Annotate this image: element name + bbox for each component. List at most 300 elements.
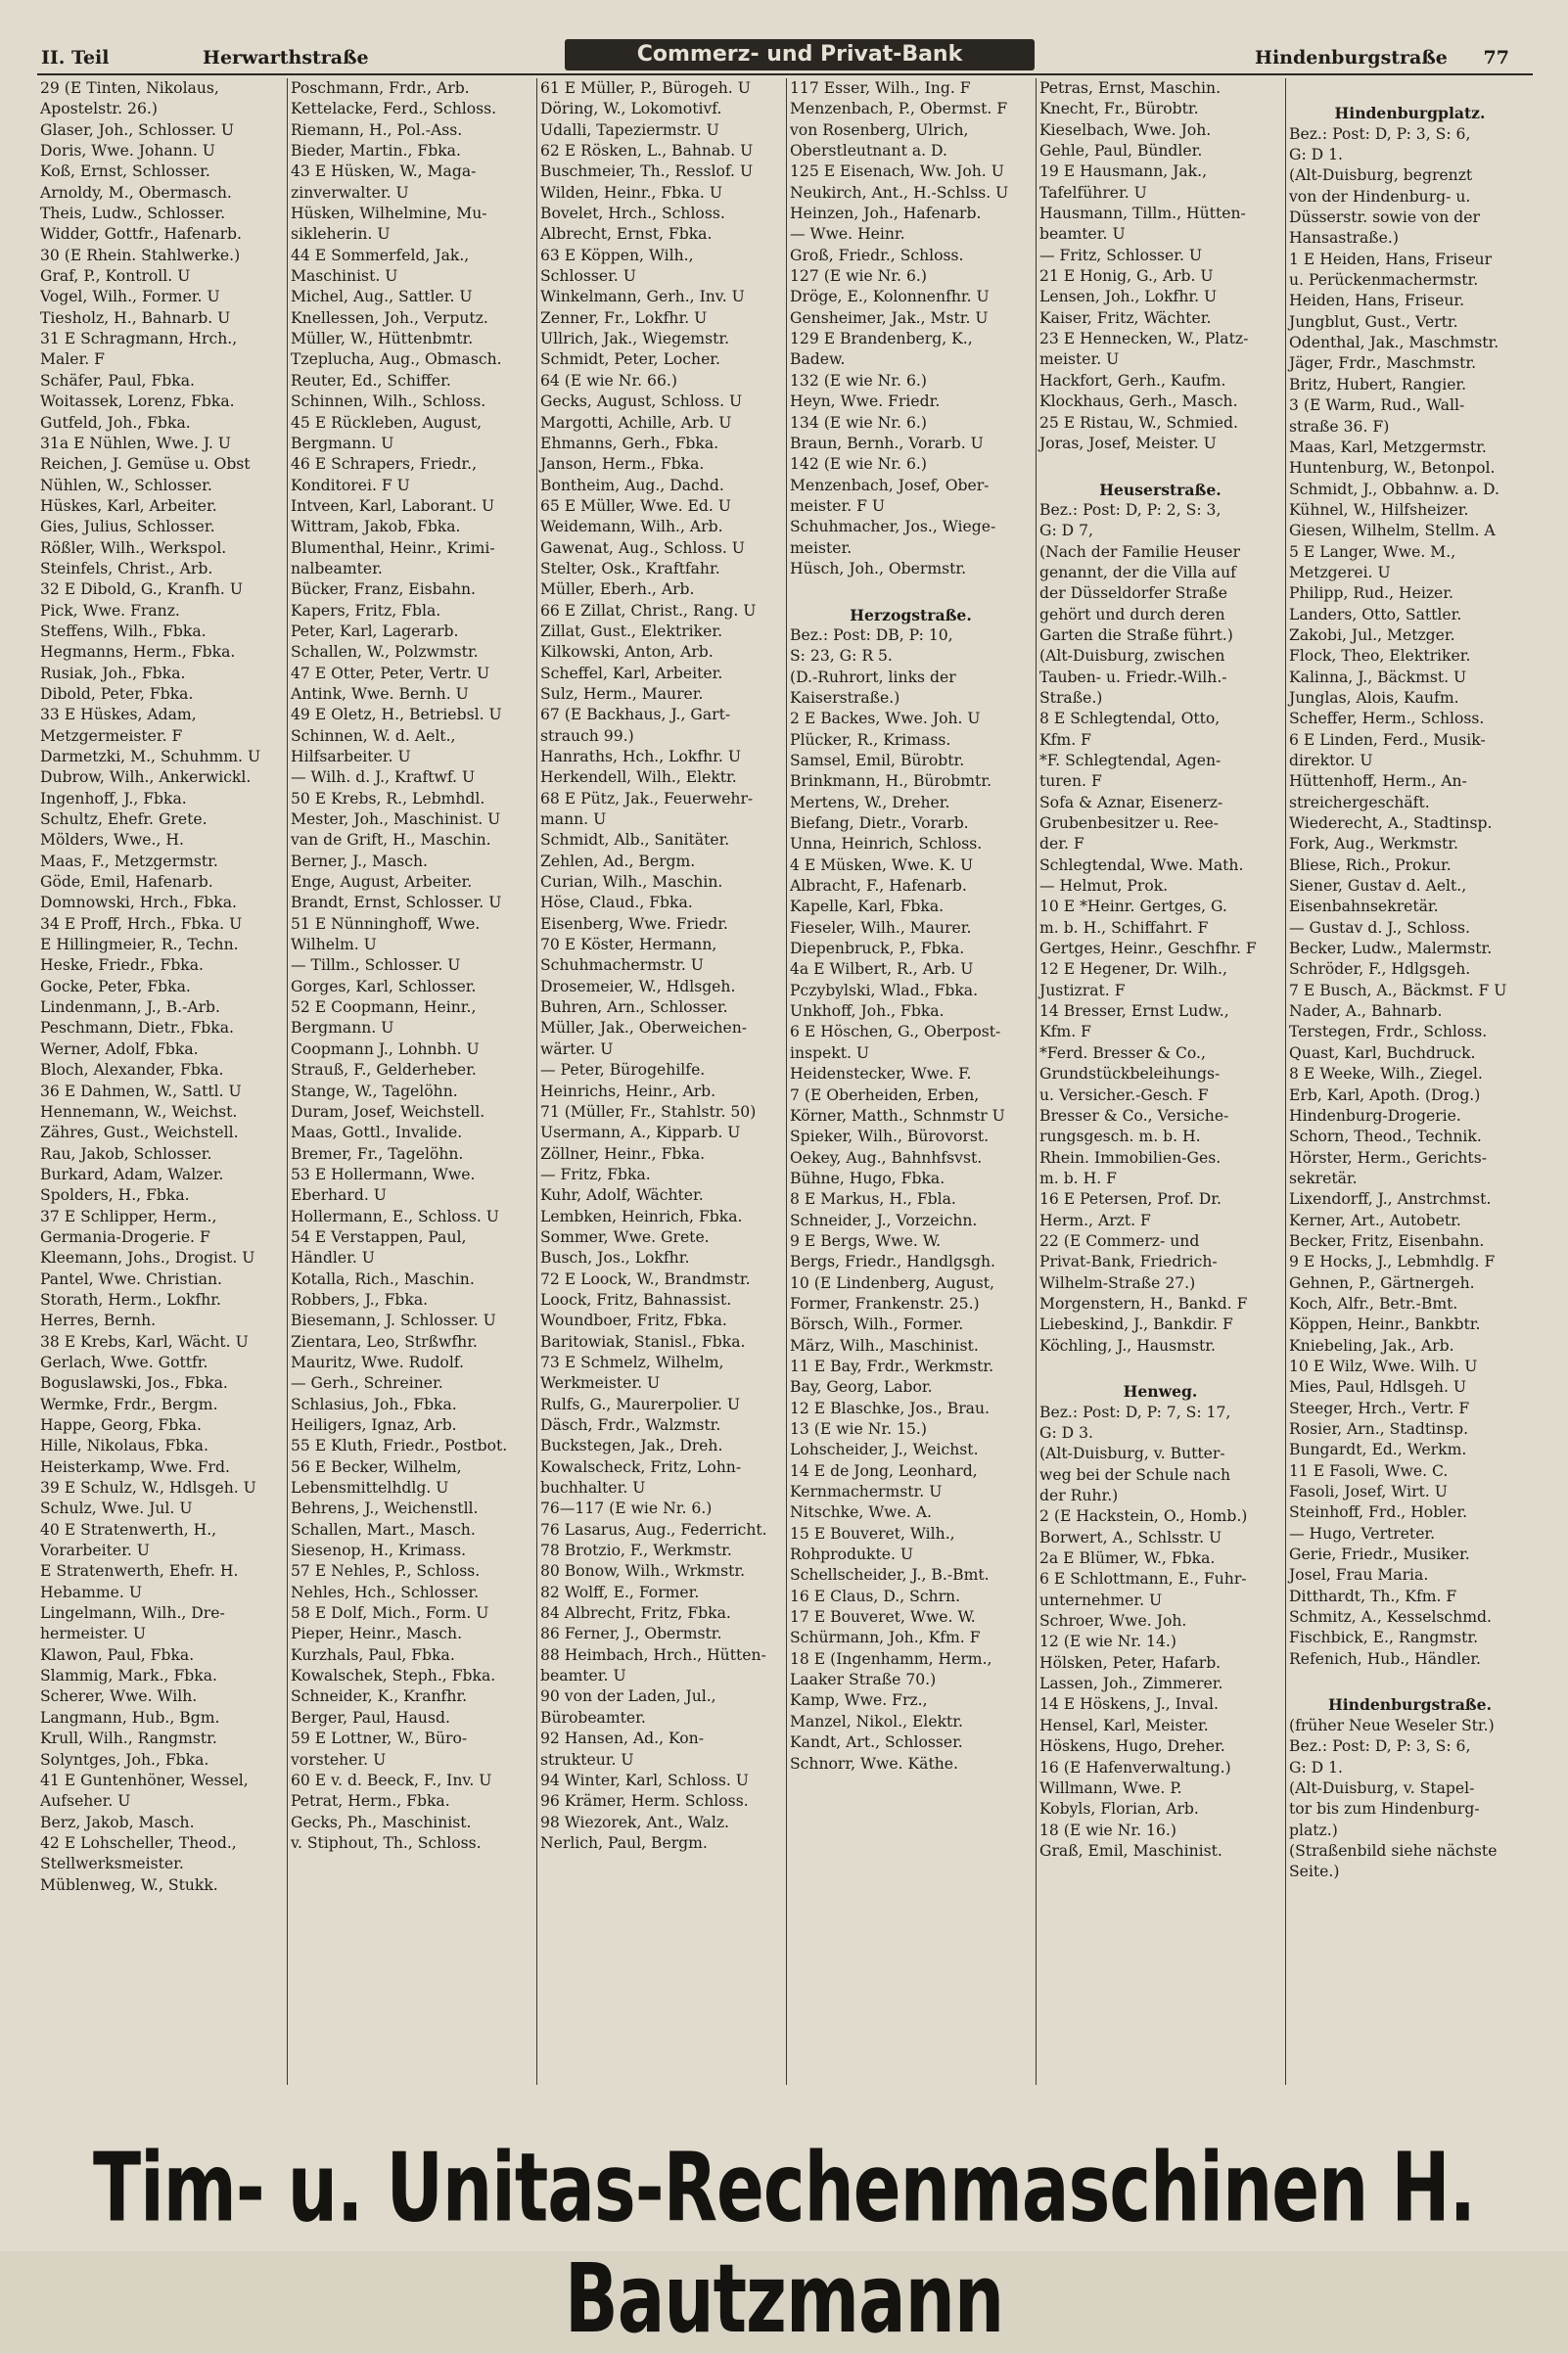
directory-line: 7 (E Oberheiden, Erben, (790, 1085, 980, 1104)
footer-advertisement: Tim- u. Unitas-Rechenmaschinen H. Bautzmann (93, 2132, 1475, 2354)
directory-line: Berner, J., Masch. (291, 852, 428, 870)
directory-line: Kaiser, Fritz, Wächter. (1039, 308, 1212, 327)
directory-line: 90 von der Laden, Jul., (540, 1687, 716, 1706)
directory-line: Landers, Otto, Sattler. (1289, 605, 1462, 623)
directory-line: Graf, P., Kontroll. U (40, 267, 191, 286)
directory-line: Dibold, Peter, Fbka. (40, 684, 194, 703)
directory-line: 55 E Kluth, Friedr., Postbot. (291, 1437, 508, 1455)
directory-line: Rusiak, Joh., Fbka. (40, 664, 186, 682)
directory-line: Müller, Jak., Oberweichen- (540, 1019, 748, 1038)
directory-line: Usermann, A., Kipparb. U (540, 1124, 741, 1142)
directory-line: Jäger, Frdr., Maschmstr. (1289, 354, 1477, 373)
directory-line: 59 E Lottner, W., Büro- (291, 1730, 468, 1748)
directory-line: Bontheim, Aug., Dachd. (540, 476, 724, 494)
directory-line: platz.) (1289, 1821, 1338, 1839)
directory-line: Rosier, Arn., Stadtinsp. (1289, 1420, 1469, 1438)
directory-line: Fieseler, Wilh., Maurer. (790, 918, 972, 937)
directory-line: gehört und durch deren (1039, 605, 1225, 623)
directory-line: 64 (E wie Nr. 66.) (540, 371, 677, 390)
directory-line: Gecks, Ph., Maschinist. (291, 1813, 472, 1831)
directory-line: Zientara, Leo, Strßwfhr. (291, 1332, 478, 1351)
directory-line: Hollermann, E., Schloss. U (291, 1207, 499, 1225)
directory-line: Koß, Ernst, Schlosser. (40, 162, 210, 181)
directory-line: 8 E Markus, H., Fbla. (790, 1190, 956, 1209)
directory-line: 60 E v. d. Beeck, F., Inv. U (291, 1771, 492, 1789)
part-label: II. Teil (41, 47, 110, 69)
directory-line: Hille, Nikolaus, Fbka. (40, 1437, 208, 1455)
directory-line: Becker, Fritz, Eisenbahn. (1289, 1231, 1485, 1250)
directory-line: Michel, Aug., Sattler. U (291, 288, 473, 306)
directory-line: Diepenbruck, P., Fbka. (790, 940, 965, 958)
directory-line: Willmann, Wwe. P. (1039, 1778, 1182, 1797)
directory-line: Laaker Straße 70.) (790, 1671, 937, 1689)
directory-line: Mauritz, Wwe. Rudolf. (291, 1353, 464, 1371)
directory-columns (37, 78, 1533, 2085)
directory-line: Hennemann, W., Weichst. (40, 1102, 238, 1121)
directory-line: 142 (E wie Nr. 6.) (790, 455, 927, 474)
directory-line (1037, 1357, 1281, 1377)
directory-line: Margotti, Achille, Arb. U (540, 413, 732, 432)
directory-line: Hörster, Herm., Gerichts- (1289, 1148, 1487, 1167)
directory-line: Liebeskind, J., Bankdir. F (1039, 1315, 1233, 1334)
directory-line: Britz, Hubert, Rangier. (1289, 375, 1467, 393)
directory-line: Buhren, Arn., Schlosser. (540, 998, 728, 1017)
directory-line: — Tillm., Schlosser. U (291, 956, 461, 975)
directory-line: Pczybylski, Wlad., Fbka. (790, 981, 979, 999)
directory-line: Klockhaus, Gerh., Masch. (1039, 392, 1238, 411)
directory-line: Lassen, Joh., Zimmerer. (1039, 1675, 1223, 1693)
directory-line: Schellscheider, J., B.-Bmt. (790, 1566, 990, 1585)
directory-line: 16 E Petersen, Prof. Dr. (1039, 1190, 1222, 1209)
directory-line: 49 E Oletz, H., Betriebsl. U (291, 706, 502, 724)
directory-line: Hensel, Karl, Meister. (1039, 1716, 1209, 1734)
directory-line: 125 E Eisenach, Ww. Joh. U (790, 162, 1004, 181)
directory-line: 14 Bresser, Ernst Ludw., (1039, 1002, 1229, 1021)
directory-line: Heiden, Hans, Friseur. (1289, 292, 1465, 310)
directory-line: Heske, Friedr., Fbka. (40, 956, 205, 975)
directory-line: Reichen, J. Gemüse u. Obst (40, 455, 251, 474)
directory-line: Lindenmann, J., B.-Arb. (40, 998, 220, 1017)
directory-line: Pantel, Wwe. Christian. (40, 1269, 223, 1288)
directory-line: Graß, Emil, Maschinist. (1039, 1841, 1222, 1860)
directory-line: Herres, Bernh. (40, 1312, 157, 1330)
directory-line: Odenthal, Jak., Maschmstr. (1289, 334, 1499, 352)
directory-line: Solyntges, Joh., Fbka. (40, 1750, 209, 1769)
directory-line: Zähres, Gust., Weichstell. (40, 1124, 239, 1142)
directory-line: 46 E Schrapers, Friedr., (291, 455, 478, 474)
directory-line: Dröge, E., Kolonnenfhr. U (790, 288, 990, 306)
directory-line: Giesen, Wilhelm, Stellm. A (1289, 522, 1496, 540)
directory-line: Samsel, Emil, Bürobtr. (790, 752, 965, 769)
directory-line: Bungardt, Ed., Werkm. (1289, 1441, 1467, 1459)
directory-line: Ehmanns, Gerh., Fbka. (540, 434, 719, 452)
directory-line: Storath, Herm., Lokfhr. (40, 1290, 221, 1309)
directory-line: Bergs, Friedr., Handlgsgh. (790, 1253, 995, 1271)
directory-line: Jungblut, Gust., Vertr. (1289, 312, 1458, 331)
directory-line: Schallen, W., Polzwmstr. (291, 643, 479, 662)
directory-line: Lingelmann, Wilh., Dre- (40, 1604, 225, 1623)
directory-line: 34 E Proff, Hrch., Fbka. U (40, 914, 243, 933)
directory-line: Apostelstr. 26.) (40, 100, 158, 118)
directory-line: (D.-Ruhrort, links der (790, 668, 956, 686)
directory-line: (Alt-Duisburg, zwischen (1039, 647, 1225, 666)
directory-line: Kaiserstraße.) (790, 688, 900, 707)
directory-line: Steinhoff, Frd., Hobler. (1289, 1503, 1468, 1522)
directory-line: Berz, Jakob, Masch. (40, 1813, 195, 1831)
directory-line: 16 (E Hafenverwaltung.) (1039, 1758, 1231, 1777)
directory-line: 61 E Müller, P., Bürogeh. U (540, 79, 751, 97)
directory-line: inspekt. U (790, 1043, 870, 1062)
directory-line: — Wilh. d. J., Kraftwf. U (291, 768, 476, 787)
directory-line: Tafelführer. U (1039, 183, 1147, 202)
directory-line: Eberhard. U (291, 1186, 387, 1205)
column-4 (786, 78, 1032, 2085)
directory-line: nalbeamter. (291, 559, 383, 577)
directory-line: beamter. U (540, 1667, 626, 1685)
directory-line: 2a E Blümer, W., Fbka. (1039, 1549, 1216, 1568)
directory-line: Bücker, Franz, Eisbahn. (291, 580, 477, 599)
directory-line: 14 E Höskens, J., Inval. (1039, 1695, 1219, 1714)
directory-line: Germania-Drogerie. F (40, 1227, 210, 1246)
directory-line: G: D 3. (1039, 1424, 1094, 1442)
directory-line: Gies, Julius, Schlosser. (40, 518, 215, 536)
directory-line: Kühnel, W., Hilfsheizer. (1289, 500, 1469, 519)
directory-line: Werkmeister. U (540, 1374, 661, 1393)
directory-line: Hebamme. U (40, 1583, 142, 1601)
directory-line: Knecht, Fr., Bürobtr. (1039, 100, 1199, 118)
directory-line: Hüttenhoff, Herm., An- (1289, 772, 1467, 791)
directory-line: Siener, Gustav d. Aelt., (1289, 877, 1467, 896)
directory-line: sekretär. (1289, 1169, 1358, 1187)
directory-line: 94 Winter, Karl, Schloss. U (540, 1771, 749, 1789)
directory-line: Albracht, F., Hafenarb. (790, 877, 967, 896)
directory-line: Krull, Wilh., Rangmstr. (40, 1730, 217, 1748)
directory-line: zinverwalter. U (291, 183, 409, 202)
directory-line: 76 Lasarus, Aug., Federricht. (540, 1520, 767, 1539)
directory-line: Höskens, Hugo, Dreher. (1039, 1737, 1225, 1756)
directory-line: Kerner, Art., Autobetr. (1289, 1211, 1461, 1229)
directory-line: Gawenat, Aug., Schloss. U (540, 538, 745, 557)
directory-line: Riemann, H., Pol.-Ass. (291, 120, 463, 139)
directory-line: Borwert, A., Schlsstr. U (1039, 1528, 1222, 1546)
directory-line: Tauben- u. Friedr.-Wilh.- (1039, 668, 1227, 686)
directory-line: Wermke, Frdr., Bergm. (40, 1395, 218, 1413)
directory-line: unternehmer. U (1039, 1591, 1163, 1609)
directory-line: Rohprodukte. U (790, 1546, 914, 1564)
directory-line: 23 E Hennecken, W., Platz- (1039, 330, 1249, 348)
directory-line: Hausmann, Tillm., Hütten- (1039, 205, 1246, 223)
directory-line: 39 E Schulz, W., Hdlsgeh. U (40, 1479, 256, 1498)
directory-line: 58 E Dolf, Mich., Form. U (291, 1604, 489, 1623)
directory-line: Burkard, Adam, Walzer. (40, 1165, 224, 1183)
directory-line: Bez.: Post: D, P: 2, S: 3, (1039, 500, 1222, 519)
directory-line: Kalinna, J., Bäckmst. U (1289, 668, 1467, 686)
directory-line: Lebensmittelhdlg. U (291, 1479, 449, 1498)
directory-line: 68 E Pütz, Jak., Feuerwehr- (540, 789, 754, 808)
directory-line: 12 (E wie Nr. 14.) (1039, 1633, 1176, 1651)
directory-line: m. b. H. F (1039, 1169, 1117, 1187)
directory-line: Schneider, K., Kranfhr. (291, 1687, 468, 1706)
directory-line: Scherer, Wwe. Wilh. (40, 1687, 198, 1706)
directory-line: Zöllner, Heinr., Fbka. (540, 1144, 706, 1163)
directory-line: 129 E Brandenberg, K., (790, 330, 973, 348)
directory-line: Enge, August, Arbeiter. (291, 873, 473, 892)
directory-line: Schallen, Mart., Masch. (291, 1520, 476, 1539)
directory-line: Gehle, Paul, Bündler. (1039, 142, 1203, 161)
directory-line: direktor. U (1289, 752, 1373, 769)
directory-line: Privat-Bank, Friedrich- (1039, 1253, 1218, 1271)
directory-line: 30 (E Rhein. Stahlwerke.) (40, 246, 241, 264)
directory-line: 88 Heimbach, Hrch., Hütten- (540, 1645, 766, 1664)
directory-line: der. F (1039, 835, 1084, 854)
directory-line: Kobyls, Florian, Arb. (1039, 1800, 1199, 1819)
directory-line: Janson, Herm., Fbka. (540, 455, 705, 474)
directory-line: Kleemann, Johs., Drogist. U (40, 1249, 255, 1268)
directory-line: strauch 99.) (540, 726, 634, 745)
directory-line: Gerie, Friedr., Musiker. (1289, 1546, 1470, 1564)
directory-line: Loock, Fritz, Bahnassist. (540, 1290, 732, 1309)
directory-line: Langmann, Hub., Bgm. (40, 1708, 220, 1727)
directory-line: Konditorei. F U (291, 476, 410, 494)
directory-line: Berger, Paul, Hausd. (291, 1708, 450, 1727)
directory-line: Gutfeld, Joh., Fbka. (40, 413, 191, 432)
directory-line: Herzogstraße. (850, 605, 972, 624)
directory-line: u. Perückenmachermstr. (1289, 271, 1479, 290)
directory-line: Bez.: Post: DB, P: 10, (790, 625, 953, 644)
directory-line: Kamp, Wwe. Frz., (790, 1691, 928, 1710)
directory-line: u. Versicher.-Gesch. F (1039, 1085, 1209, 1104)
directory-line: Herm., Arzt. F (1039, 1211, 1151, 1229)
directory-line: 43 E Hüsken, W., Maga- (291, 162, 477, 181)
directory-line: Junglas, Alois, Kaufm. (1289, 688, 1459, 707)
directory-line: Heidenstecker, Wwe. F. (790, 1065, 972, 1084)
directory-line: Lensen, Joh., Lokfhr. U (1039, 288, 1218, 306)
directory-line: Kernmachermstr. U (790, 1483, 943, 1501)
directory-line: weg bei der Schule nach (1039, 1465, 1231, 1484)
directory-line: 63 E Köppen, Wilh., (540, 246, 694, 264)
directory-line: Braun, Bernh., Vorarb. U (790, 434, 984, 452)
directory-line: G: D 7, (1039, 522, 1094, 540)
directory-line: Hüsken, Wilhelmine, Mu- (291, 205, 487, 223)
directory-line (1286, 78, 1531, 99)
directory-line: 86 Ferner, J., Obermstr. (540, 1625, 722, 1643)
directory-line: 72 E Loock, W., Brandmstr. (540, 1269, 751, 1288)
directory-line: 31 E Schragmann, Hrch., (40, 330, 238, 348)
directory-line: Wilden, Heinr., Fbka. U (540, 183, 722, 202)
directory-line: 2 (E Hackstein, O., Homb.) (1039, 1507, 1248, 1526)
directory-line: 66 E Zillat, Christ., Rang. U (540, 601, 757, 620)
directory-line: Bez.: Post: D, P: 3, S: 6, (1289, 124, 1471, 143)
directory-line: 15 E Bouveret, Wilh., (790, 1524, 955, 1543)
directory-line: Schlegtendal, Wwe. Math. (1039, 855, 1244, 874)
directory-line: Körner, Matth., Schnmstr U (790, 1106, 1005, 1125)
directory-line: S: 23, G: R 5. (790, 647, 893, 666)
directory-line: 17 E Bouveret, Wwe. W. (790, 1608, 976, 1627)
directory-line: (Alt-Duisburg, begrenzt (1289, 166, 1473, 185)
directory-line: Sulz, Herm., Maurer. (540, 684, 704, 703)
directory-line: Former, Frankenstr. 25.) (790, 1294, 980, 1313)
page-number: 77 (1483, 47, 1509, 69)
directory-line: Hindenburg-Drogerie. (1289, 1106, 1461, 1125)
directory-line: Mies, Paul, Hdlsgeh. U (1289, 1378, 1467, 1397)
directory-line: Bay, Georg, Labor. (790, 1378, 933, 1397)
directory-line: 50 E Krebs, R., Lebmhdl. (291, 789, 485, 808)
header-rule (37, 73, 1533, 75)
directory-line: 78 Brotzio, F., Werkmstr. (540, 1542, 732, 1560)
directory-line: Schürmann, Joh., Kfm. F (790, 1629, 981, 1647)
directory-line: Maler. F (40, 350, 105, 369)
directory-line: Maschinist. U (291, 267, 398, 286)
directory-line: Wiederecht, A., Stadtinsp. (1289, 814, 1493, 833)
directory-line: Wittram, Jakob, Fbka. (291, 518, 461, 536)
directory-line: Schmitz, A., Kesselschmd. (1289, 1608, 1492, 1627)
directory-line: 11 E Fasoli, Wwe. C. (1289, 1461, 1449, 1480)
directory-line: Zillat, Gust., Elektriker. (540, 622, 723, 640)
directory-line: Gehnen, P., Gärtnergeh. (1289, 1273, 1475, 1292)
directory-line: Plücker, R., Krimass. (790, 730, 951, 749)
directory-line: 4 E Müsken, Wwe. K. U (790, 855, 974, 874)
directory-line: Baritowiak, Stanisl., Fbka. (540, 1332, 746, 1351)
directory-line: Behrens, J., Weichenstll. (291, 1500, 479, 1518)
directory-line: Philipp, Rud., Heizer. (1289, 584, 1453, 603)
directory-line: Köppen, Heinr., Bankbtr. (1289, 1315, 1481, 1334)
directory-line: 11 E Bay, Frdr., Werkmstr. (790, 1357, 994, 1375)
directory-line: Justizrat. F (1039, 981, 1126, 999)
directory-line: Hindenburgplatz. (1334, 104, 1486, 123)
directory-line: Rau, Jakob, Schlosser. (40, 1144, 212, 1163)
directory-line: 25 E Ristau, W., Schmied. (1039, 413, 1238, 432)
directory-line: Schmidt, Alb., Sanitäter. (540, 831, 730, 850)
directory-line: E Hillingmeier, R., Techn. (40, 936, 239, 954)
directory-line: Heinzen, Joh., Hafenarb. (790, 205, 982, 223)
directory-line: Ullrich, Jak., Wiegemstr. (540, 330, 730, 348)
directory-line: Hegmanns, Herm., Fbka. (40, 643, 236, 662)
directory-line: 12 E Hegener, Dr. Wilh., (1039, 960, 1227, 979)
directory-line: Quast, Karl, Buchdruck. (1289, 1043, 1476, 1062)
directory-line: 2 E Backes, Wwe. Joh. U (790, 710, 981, 728)
directory-line: 9 E Bergs, Wwe. W. (790, 1231, 942, 1250)
directory-line: 16 E Claus, D., Schrn. (790, 1587, 961, 1605)
directory-line: Stange, W., Tagelöhn. (291, 1082, 458, 1100)
directory-line: 117 Esser, Wilh., Ing. F (790, 79, 971, 97)
directory-line: Duram, Josef, Weichstell. (291, 1102, 485, 1121)
directory-line: Schäfer, Paul, Fbkа. (40, 371, 195, 390)
directory-line: Fork, Aug., Werkmstr. (1289, 835, 1458, 854)
directory-line: Schorn, Theod., Technik. (1289, 1128, 1482, 1146)
directory-line: Bremer, Fr., Tagelöhn. (291, 1144, 464, 1163)
directory-line: 42 E Lohscheller, Theod., (40, 1833, 237, 1852)
directory-line: 80 Bonow, Wilh., Wrkmstr. (540, 1562, 746, 1581)
directory-line: Mester, Joh., Maschinist. U (291, 810, 501, 829)
directory-line: *F. Schlegtendal, Agen- (1039, 752, 1222, 769)
directory-line: Pick, Wwe. Franz. (40, 601, 180, 620)
directory-line: m. b. H., Schiffahrt. F (1039, 918, 1209, 937)
directory-line: Spolders, H., Fbka. (40, 1186, 190, 1205)
directory-line: 62 E Rösken, L., Bahnab. U (540, 142, 754, 161)
directory-line: Woundboer, Fritz, Fbka. (540, 1312, 727, 1330)
directory-line: Gerlach, Wwe. Gottfr. (40, 1353, 208, 1371)
directory-line: 56 E Becker, Wilhelm, (291, 1457, 462, 1476)
directory-line: Hölsken, Peter, Hafarb. (1039, 1653, 1222, 1672)
directory-line: Nehles, Hch., Schlosser. (291, 1583, 480, 1601)
directory-line: Zakobi, Jul., Metzger. (1289, 625, 1455, 644)
directory-line: Nitschke, Wwe. A. (790, 1503, 933, 1522)
directory-line: Heisterkamp, Wwe. Frd. (40, 1457, 230, 1476)
directory-line: Petrat, Herm., Fbka. (291, 1792, 450, 1811)
directory-line: 38 E Krebs, Karl, Wächt. U (40, 1332, 249, 1351)
directory-line: Werner, Adolf, Fbka. (40, 1039, 199, 1058)
column-2 (287, 78, 532, 2085)
directory-line: strukteur. U (540, 1750, 634, 1769)
directory-line: sikleherin. U (291, 225, 391, 244)
directory-line: wärter. U (540, 1039, 614, 1058)
bank-banner: Commerz- und Privat-Bank (565, 39, 1035, 70)
directory-line: Bloch, Alexander, Fbka. (40, 1061, 224, 1080)
directory-line: 96 Krämer, Herm. Schloss. (540, 1792, 749, 1811)
directory-line: der Ruhr.) (1039, 1487, 1119, 1505)
directory-line: von der Hindenburg- u. (1289, 187, 1471, 206)
directory-line: Fischbick, E., Rangmstr. (1289, 1629, 1479, 1647)
directory-line: Widder, Gottfr., Hafenarb. (40, 225, 242, 244)
directory-line: Zenner, Fr., Lokfhr. U (540, 308, 708, 327)
directory-line: Garten die Straße führt.) (1039, 625, 1233, 644)
directory-line: Fasoli, Josef, Wirt. U (1289, 1483, 1448, 1501)
directory-line: Lembken, Heinrich, Fbka. (540, 1207, 743, 1225)
directory-line: *Ferd. Bresser & Co., (1039, 1043, 1206, 1062)
directory-line: Schlasius, Joh., Fbka. (291, 1395, 457, 1413)
directory-line: Gensheimer, Jak., Mstr. U (790, 308, 989, 327)
directory-line: Poschmann, Frdr., Arb. (291, 79, 470, 97)
directory-line: 12 E Blaschke, Jos., Brau. (790, 1399, 990, 1417)
directory-line: Biesemann, J. Schlosser. U (291, 1312, 496, 1330)
directory-line: Refenich, Hub., Händler. (1289, 1649, 1482, 1668)
directory-line: — Helmut, Prok. (1039, 877, 1169, 896)
directory-line: Steffens, Wilh., Fbka. (40, 622, 207, 640)
directory-line: — Peter, Bürogehilfe. (540, 1061, 706, 1080)
directory-line: Weidemann, Wilh., Arb. (540, 518, 723, 536)
directory-line: Gocke, Peter, Fbka. (40, 977, 191, 995)
directory-line: Ditthardt, Th., Kfm. F (1289, 1587, 1457, 1605)
directory-line: Reuter, Ed., Schiffer. (291, 371, 451, 390)
directory-line: Bez.: Post: D, P: 3, S: 6, (1289, 1737, 1471, 1756)
directory-line: 82 Wolff, E., Former. (540, 1583, 700, 1601)
directory-line: Buckstegen, Jak., Dreh. (540, 1437, 723, 1455)
directory-line: Müller, W., Hüttenbmtr. (291, 330, 474, 348)
directory-line: Lohscheider, J., Weichst. (790, 1441, 979, 1459)
directory-line: Kurzhals, Paul, Fbka. (291, 1645, 455, 1664)
directory-line: 33 E Hüskes, Adam, (40, 706, 197, 724)
directory-line: beamter. U (1039, 225, 1126, 244)
directory-line: Unkhoff, Joh., Fbka. (790, 1002, 945, 1021)
column-6 (1285, 78, 1531, 2085)
directory-line: G: D 1. (1289, 1758, 1344, 1777)
directory-line: Henweg. (1123, 1382, 1198, 1402)
directory-line: Albrecht, Ernst, Fbka. (540, 225, 713, 244)
directory-line: Bergmann. U (291, 434, 394, 452)
directory-line: Doris, Wwe. Johann. U (40, 142, 215, 161)
directory-line: 6 E Linden, Ferd., Musik- (1289, 730, 1486, 749)
directory-line: Biefang, Dietr., Vorarb. (790, 814, 969, 833)
directory-line: — Hugo, Vertreter. (1289, 1524, 1436, 1543)
directory-line: Gecks, August, Schloss. U (540, 392, 743, 411)
directory-line: Göde, Emil, Hafenarb. (40, 873, 213, 892)
directory-line: Joras, Josef, Meister. U (1039, 434, 1217, 452)
directory-line: Aufseher. U (40, 1792, 131, 1811)
directory-line: Hansastraße.) (1289, 229, 1399, 248)
directory-line: 76—117 (E wie Nr. 6.) (540, 1500, 713, 1518)
directory-line: Maas, Gottl., Invalide. (291, 1124, 463, 1142)
directory-line: Lixendorff, J., Anstrchmst. (1289, 1190, 1492, 1209)
